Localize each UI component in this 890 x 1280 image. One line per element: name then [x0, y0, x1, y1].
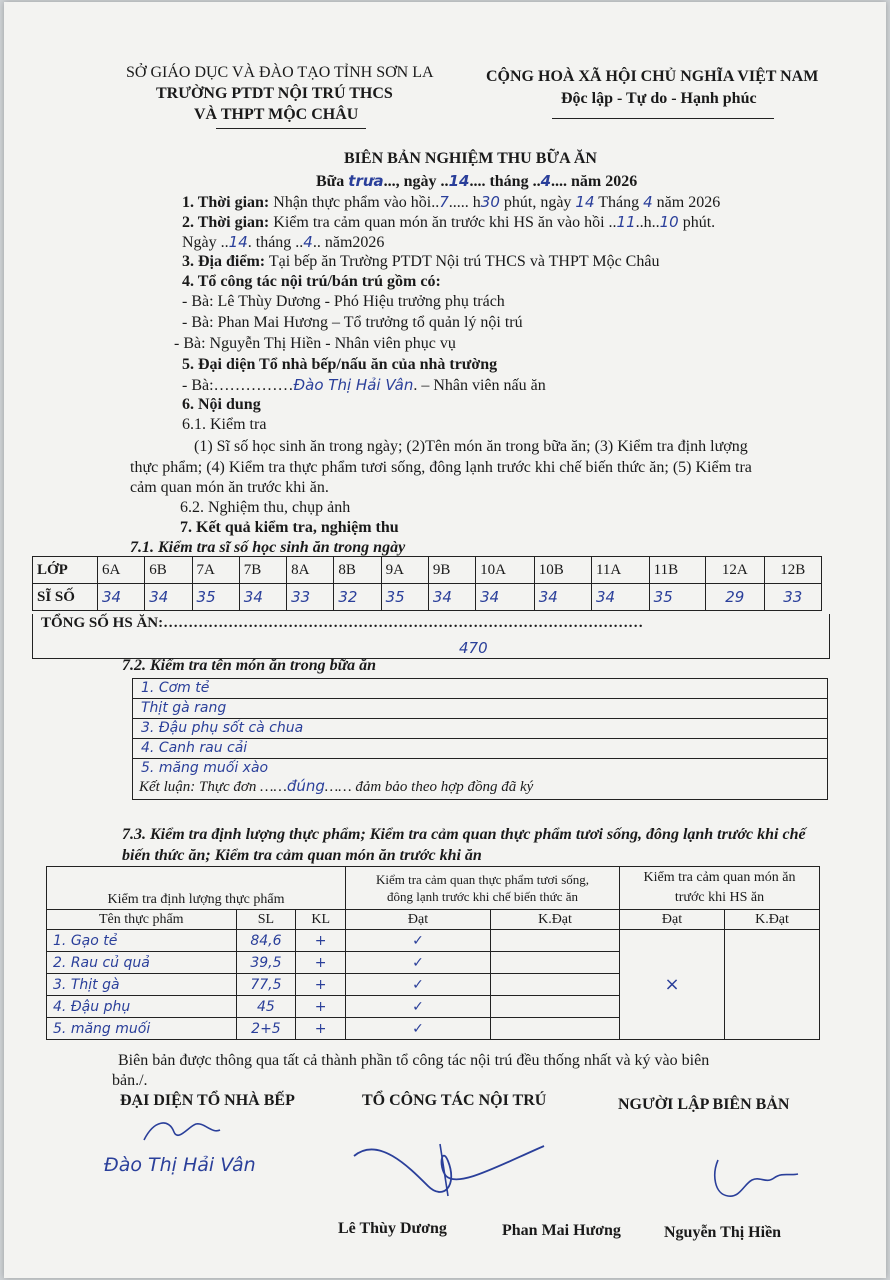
- content-heading: 6. Nội dung: [182, 396, 261, 413]
- food-name: 3. Thịt gà: [47, 974, 237, 996]
- food-quantity: 84,6: [236, 930, 296, 952]
- class-name: 6A: [98, 557, 145, 584]
- class-name: 7A: [192, 557, 239, 584]
- fail-header: K.Đạt: [491, 910, 620, 930]
- student-count: 33: [287, 584, 334, 611]
- fail-cell: [491, 952, 620, 974]
- class-name: 7B: [239, 557, 286, 584]
- menu-conclusion: Kết luận: Thực đơn ……đúng…… đảm bảo theo hợp đồng đã ký: [139, 777, 534, 795]
- header-underline-left: [216, 128, 366, 129]
- committee-member: - Bà: Phan Mai Hương – Tổ trưởng tổ quản lý nội trú: [182, 314, 523, 331]
- preparer-signature: [704, 1154, 804, 1204]
- fail-cell: [491, 974, 620, 996]
- dept-name: SỞ GIÁO DỤC VÀ ĐÀO TẠO TỈNH SƠN LA: [126, 64, 434, 81]
- class-label: LỚP: [33, 557, 98, 584]
- student-count: 34: [239, 584, 286, 611]
- class-name: 8A: [287, 557, 334, 584]
- approval-text-line1: Biên bản được thông qua tất cả thành phần tổ công tác nội trú đều thống nhất và ký vào biên: [118, 1052, 710, 1069]
- student-count: 35: [192, 584, 239, 611]
- student-count: 32: [334, 584, 381, 611]
- student-count: 34: [476, 584, 535, 611]
- class-name: 11A: [591, 557, 649, 584]
- location: 3. Địa điểm: Tại bếp ăn Trường PTDT Nội trú THCS và THPT Mộc Châu: [182, 253, 660, 270]
- food-weight-mark: +: [296, 952, 346, 974]
- pass-mark: ✓: [346, 930, 491, 952]
- signer-name: Phan Mai Hương: [502, 1222, 621, 1239]
- total-box: [32, 614, 830, 659]
- count-label: SĨ SỐ: [33, 584, 98, 611]
- food-row: [47, 930, 820, 952]
- signer-name: Lê Thùy Dương: [338, 1220, 447, 1237]
- class-name: 12A: [705, 557, 764, 584]
- dishes-heading: 7.2. Kiểm tra tên món ăn trong bữa ăn: [122, 657, 377, 674]
- food-name: 4. Đậu phụ: [47, 996, 237, 1018]
- student-count: 34: [98, 584, 145, 611]
- food-name: 2. Rau củ quả: [47, 952, 237, 974]
- fail-cell: [491, 1018, 620, 1040]
- fail-cell: [491, 996, 620, 1018]
- committee-signature: [348, 1126, 548, 1206]
- country-name: CỘNG HOÀ XÃ HỘI CHỦ NGHĨA VIỆT NAM: [486, 68, 819, 85]
- inspection-date: Ngày ..14. tháng ..4.. năm2026: [182, 233, 385, 251]
- food-quantity: 77,5: [236, 974, 296, 996]
- pass-mark: ✓: [346, 974, 491, 996]
- subsection-acceptance: 6.2. Nghiệm thu, chụp ảnh: [180, 499, 351, 516]
- food-name: 1. Gạo tẻ: [47, 930, 237, 952]
- motto: Độc lập - Tự do - Hạnh phúc: [561, 90, 757, 107]
- student-count: 35: [381, 584, 428, 611]
- check-list-line2: thực phẩm; (4) Kiểm tra thực phẩm tươi sống, đông lạnh trước khi chế biến thức ăn; (5) Kiểm tra: [130, 459, 752, 476]
- meal-line: Bữa trưa..., ngày ..14.... tháng ..4.... năm 2026: [316, 172, 638, 190]
- student-count: 35: [649, 584, 705, 611]
- class-name: 11B: [649, 557, 705, 584]
- pass-mark: ✓: [346, 952, 491, 974]
- pass-mark: ✓: [346, 996, 491, 1018]
- quantity-group-header: Kiểm tra định lượng thực phẩm: [47, 867, 346, 910]
- quantity-heading-line2: biến thức ăn; Kiểm tra cảm quan món ăn trước khi ăn: [122, 847, 482, 864]
- check-list-line1: (1) Sĩ số học sinh ăn trong ngày; (2)Tên món ăn trong bữa ăn; (3) Kiểm tra định lượng: [194, 438, 748, 455]
- food-name-header: Tên thực phẩm: [47, 910, 237, 930]
- class-name: 8B: [334, 557, 381, 584]
- document-title: BIÊN BẢN NGHIỆM THU BỮA ĂN: [344, 150, 597, 167]
- food-check-table: [46, 866, 820, 1040]
- attendance-heading: 7.1. Kiểm tra sĩ số học sinh ăn trong ngày: [130, 539, 406, 556]
- kitchen-rep-heading: 5. Đại diện Tổ nhà bếp/nấu ăn của nhà trường: [182, 356, 498, 373]
- signer-name: Nguyễn Thị Hiền: [664, 1224, 782, 1241]
- school-name-line2: VÀ THPT MỘC CHÂU: [194, 106, 359, 123]
- food-quantity: 39,5: [236, 952, 296, 974]
- dish-item: 5. măng muối xào: [141, 760, 269, 776]
- attendance-table: [32, 556, 822, 611]
- fail-cell: [491, 930, 620, 952]
- total-label: TỔNG SỐ HS ĂN:……………………………………………………………………………………: [41, 615, 644, 631]
- class-name: 6B: [145, 557, 192, 584]
- sl-header: SL: [236, 910, 296, 930]
- dish-item: Thịt gà rang: [133, 699, 827, 719]
- dish-item: 1. Cơm tẻ: [133, 679, 827, 699]
- fresh-food-group-header: Kiểm tra cảm quan thực phẩm tươi sống, đông lạnh trước khi chế biến thức ăn: [346, 867, 620, 910]
- student-count: 29: [705, 584, 764, 611]
- pass-mark: ✓: [346, 1018, 491, 1040]
- school-name-line1: TRƯỜNG PTDT NỘI TRÚ THCS: [156, 85, 393, 102]
- class-name: 9B: [428, 557, 475, 584]
- class-name: 9A: [381, 557, 428, 584]
- receive-time: 1. Thời gian: Nhận thực phẩm vào hồi..7..... h30 phút, ngày 14 Tháng 4 năm 2026: [182, 193, 721, 211]
- dish-pass-mark: ×: [620, 930, 725, 1040]
- kitchen-rep: - Bà:……………Đào Thị Hải Vân. – Nhân viên nấu ăn: [182, 376, 546, 394]
- check-list-line3: cảm quan món ăn trước khi ăn.: [130, 479, 329, 496]
- pass-header: Đạt: [346, 910, 491, 930]
- committee-member: - Bà: Nguyễn Thị Hiền - Nhân viên phục vụ: [174, 335, 456, 352]
- food-quantity: 2+5: [236, 1018, 296, 1040]
- food-weight-mark: +: [296, 1018, 346, 1040]
- food-quantity: 45: [236, 996, 296, 1018]
- class-name: 10B: [534, 557, 591, 584]
- student-count: 34: [428, 584, 475, 611]
- class-name: 12B: [764, 557, 821, 584]
- kitchen-rep-title: ĐẠI DIỆN TỔ NHÀ BẾP: [120, 1092, 295, 1109]
- subsection-check: 6.1. Kiểm tra: [182, 416, 267, 433]
- committee-member: - Bà: Lê Thùy Dương - Phó Hiệu trưởng phụ trách: [182, 293, 505, 310]
- dish-item: 4. Canh rau cải: [133, 739, 827, 759]
- food-weight-mark: +: [296, 930, 346, 952]
- kitchen-rep-signature: [134, 1112, 224, 1148]
- quantity-heading-line1: 7.3. Kiểm tra định lượng thực phẩm; Kiểm tra cảm quan thực phẩm tươi sống, đông lạnh trước khi chế: [122, 826, 806, 843]
- student-count: 34: [591, 584, 649, 611]
- fail-header: K.Đạt: [725, 910, 820, 930]
- dishes-box: [132, 678, 828, 800]
- food-weight-mark: +: [296, 996, 346, 1018]
- dish-check-group-header: Kiểm tra cảm quan món ăn trước khi HS ăn: [620, 867, 820, 910]
- kitchen-rep-handwritten-name: Đào Thị Hải Vân: [104, 1154, 256, 1176]
- pass-header: Đạt: [620, 910, 725, 930]
- header-underline-right: [552, 118, 774, 119]
- dish-fail-cell: [725, 930, 820, 1040]
- preparer-title: NGƯỜI LẬP BIÊN BẢN: [618, 1096, 790, 1113]
- approval-text-line2: bản./.: [112, 1072, 148, 1089]
- committee-title: TỔ CÔNG TÁC NỘI TRÚ: [362, 1092, 547, 1109]
- class-row: [33, 557, 822, 584]
- student-count: 34: [145, 584, 192, 611]
- results-heading: 7. Kết quả kiểm tra, nghiệm thu: [180, 519, 399, 536]
- inspection-time: 2. Thời gian: Kiểm tra cảm quan món ăn trước khi HS ăn vào hồi ..11..h..10 phút.: [182, 213, 716, 231]
- total-students: 470: [459, 639, 488, 657]
- food-weight-mark: +: [296, 974, 346, 996]
- student-count: 34: [534, 584, 591, 611]
- committee-heading: 4. Tổ công tác nội trú/bán trú gồm có:: [182, 273, 441, 290]
- count-row: [33, 584, 822, 611]
- student-count: 33: [764, 584, 821, 611]
- document-page: [4, 2, 886, 1278]
- food-name: 5. măng muối: [47, 1018, 237, 1040]
- class-name: 10A: [476, 557, 535, 584]
- dish-item: 3. Đậu phụ sốt cà chua: [133, 719, 827, 739]
- kl-header: KL: [296, 910, 346, 930]
